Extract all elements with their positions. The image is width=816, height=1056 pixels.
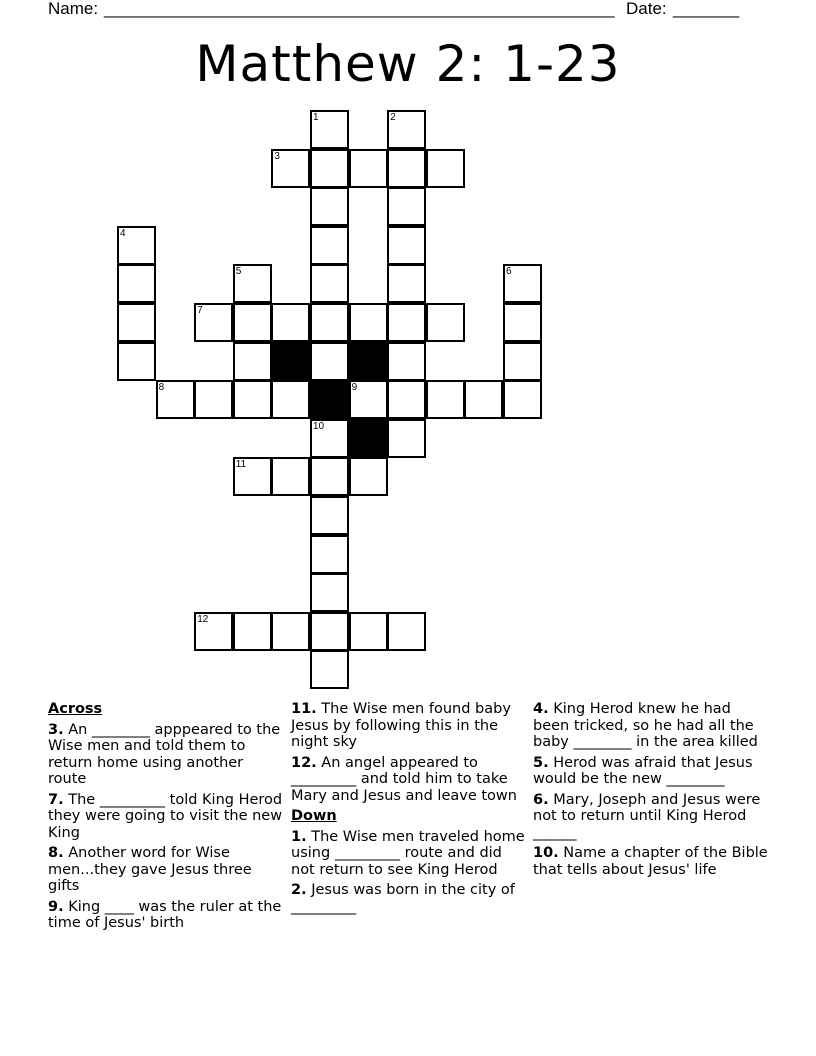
crossword-cell[interactable] [117, 303, 156, 342]
crossword-cell[interactable] [310, 535, 349, 574]
crossword-cell[interactable] [349, 612, 388, 651]
date-label: Date: [626, 0, 667, 18]
clue-number: 6. [533, 791, 549, 808]
clue-text: Jesus was born in the city of _________ [291, 882, 515, 915]
crossword-cell[interactable] [233, 612, 272, 651]
crossword-cell[interactable] [349, 457, 388, 496]
crossword-cell[interactable] [194, 612, 233, 651]
crossword-cell[interactable] [271, 303, 310, 342]
crossword-cell[interactable] [387, 149, 426, 188]
crossword-cell[interactable] [310, 573, 349, 612]
cell-number: 5 [235, 266, 242, 278]
page-title: Matthew 2: 1-23 [195, 35, 621, 93]
clue-number: 12. [291, 754, 317, 771]
clue-item [291, 755, 527, 805]
down-heading: Down [291, 808, 337, 824]
across-heading: Across [48, 701, 103, 717]
crossword-cell[interactable] [387, 303, 426, 342]
crossword-cell[interactable] [426, 380, 465, 419]
crossword-cell[interactable] [233, 342, 272, 381]
crossword-cell[interactable] [271, 380, 310, 419]
crossword-cell[interactable] [387, 419, 426, 458]
crossword-cell[interactable] [349, 303, 388, 342]
clue-text: The Wise men traveled home using _________ route and did not return to see King Herod [291, 828, 525, 878]
crossword-cell[interactable] [271, 612, 310, 651]
crossword-cell[interactable] [426, 149, 465, 188]
cell-number: 7 [197, 305, 203, 316]
crossword-cell[interactable] [310, 149, 349, 188]
crossword-cell[interactable] [310, 457, 349, 496]
crossword-cell[interactable] [503, 303, 542, 342]
crossword-cell[interactable] [233, 457, 272, 496]
black-cell [349, 342, 388, 381]
clue-number: 8. [48, 845, 64, 861]
clue-item [533, 701, 769, 751]
crossword-cell[interactable] [117, 264, 156, 303]
black-cell [349, 419, 388, 458]
clue-number: 5. [533, 754, 549, 771]
crossword-cell[interactable] [387, 187, 426, 226]
clue-item [48, 792, 284, 842]
crossword-cell[interactable] [310, 303, 349, 342]
crossword-cell[interactable] [310, 419, 349, 458]
black-cell [271, 342, 310, 381]
crossword-cell[interactable] [194, 380, 233, 419]
cell-number: 12 [197, 613, 209, 625]
cell-number: 9 [351, 382, 358, 394]
crossword-cell[interactable] [117, 226, 156, 265]
crossword-cell[interactable] [387, 226, 426, 265]
crossword-cell[interactable] [387, 380, 426, 419]
crossword-cell[interactable] [310, 342, 349, 381]
clues-column-3 [533, 701, 769, 882]
clue-text: King Herod knew he had been tricked, so he had all the baby ________ in the area killed [533, 701, 758, 750]
crossword-cell[interactable] [310, 612, 349, 651]
clue-item [291, 701, 527, 751]
crossword-cell[interactable] [349, 149, 388, 188]
clue-number: 2. [291, 882, 307, 898]
date-field[interactable]: _______ [673, 0, 740, 18]
clue-text: King ____ was the ruler at the time of Jesus' birth [48, 898, 282, 931]
cell-number: 4 [120, 227, 126, 239]
crossword-cell[interactable] [310, 187, 349, 226]
clue-item [48, 722, 284, 788]
crossword-cell[interactable] [503, 342, 542, 381]
cell-number: 1 [313, 112, 319, 123]
clue-text: An angel appeared to _________ and told him to take Mary and Jesus and leave town [291, 754, 517, 804]
crossword-cell[interactable] [310, 650, 349, 689]
crossword-cell[interactable] [271, 149, 310, 188]
clue-text: An ________ apppeared to the Wise men and told them to return home using another route [48, 721, 281, 787]
crossword-cell[interactable] [271, 457, 310, 496]
clue-text: The _________ told King Herod they were going to visit the new King [48, 791, 283, 841]
clue-number: 10. [533, 845, 559, 861]
crossword-cell[interactable] [233, 303, 272, 342]
clue-number: 1. [291, 828, 307, 845]
clue-number: 4. [533, 701, 549, 717]
cell-number: 11 [235, 459, 247, 471]
crossword-cell[interactable] [194, 303, 233, 342]
clue-item [533, 792, 769, 842]
clues-column-1 [48, 701, 284, 936]
clue-number: 3. [48, 721, 64, 738]
clue-item [48, 899, 284, 932]
clue-item [291, 829, 527, 879]
crossword-cell[interactable] [233, 380, 272, 419]
cell-number: 8 [158, 382, 165, 394]
clue-item [291, 882, 527, 915]
clue-number: 7. [48, 791, 64, 808]
crossword-cell[interactable] [387, 612, 426, 651]
crossword-cell[interactable] [310, 226, 349, 265]
cell-number: 3 [274, 150, 280, 162]
crossword-cell[interactable] [310, 496, 349, 535]
crossword-cell[interactable] [387, 264, 426, 303]
crossword-cell[interactable] [233, 264, 272, 303]
cell-number: 10 [313, 420, 325, 432]
clue-item [533, 755, 769, 788]
name-field[interactable]: ______________________________________________________ [104, 0, 615, 18]
clue-text: Herod was afraid that Jesus would be the new ________ [533, 754, 753, 787]
crossword-cell[interactable] [387, 110, 426, 149]
name-label: Name: [48, 0, 99, 18]
clue-number: 9. [48, 898, 64, 915]
crossword-cell[interactable] [426, 303, 465, 342]
cell-number: 6 [506, 266, 512, 278]
crossword-cell[interactable] [503, 380, 542, 419]
clue-item [533, 845, 769, 878]
crossword-cell[interactable] [464, 380, 503, 419]
clue-item [48, 845, 284, 895]
black-cell [310, 380, 349, 419]
crossword-cell[interactable] [156, 380, 195, 419]
cell-number: 2 [390, 112, 396, 123]
crossword-cell[interactable] [387, 342, 426, 381]
clue-number: 11. [291, 701, 317, 717]
crossword-cell[interactable] [117, 342, 156, 381]
crossword-cell[interactable] [349, 380, 388, 419]
clue-text: The Wise men found baby Jesus by following this in the night sky [291, 701, 511, 750]
crossword-cell[interactable] [503, 264, 542, 303]
clue-text: Name a chapter of the Bible that tells about Jesus' life [533, 845, 768, 878]
clues-column-2 [291, 701, 527, 919]
crossword-cell[interactable] [310, 110, 349, 149]
clue-text: Another word for Wise men...they gave Jesus three gifts [48, 845, 252, 894]
crossword-cell[interactable] [310, 264, 349, 303]
clue-text: Mary, Joseph and Jesus were not to return until King Herod ______ [533, 791, 761, 841]
